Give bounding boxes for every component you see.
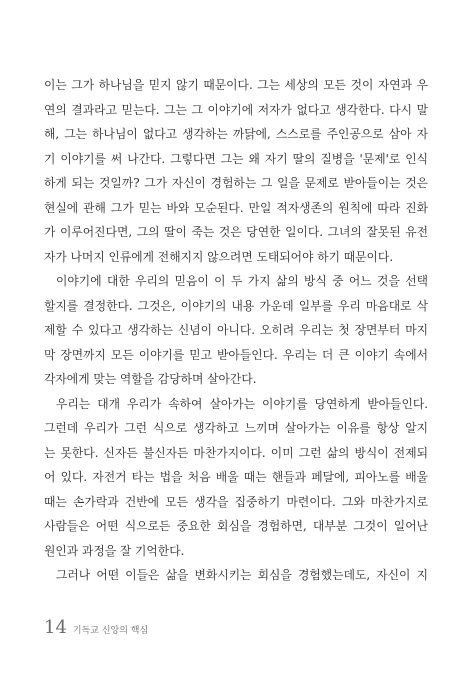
text-line: 그러나 어떤 이들은 삶을 변화시키는 회심을 경험했는데도, 자신이 지 — [56, 568, 428, 582]
text-line: 할지를 결정한다. 그것은, 이야기의 내용 가운데 일부를 우리 마음대로 삭 — [44, 298, 428, 313]
text-line: 는 못한다. 신자든 불신자든 마찬가지이다. 이미 그런 삶의 방식이 전제되 — [44, 445, 428, 460]
body-text — [44, 73, 428, 588]
text-line: 해, 그는 하나님이 없다고 생각하는 까닭에, 스스로를 주인공으로 삼아 자 — [44, 127, 428, 141]
text-line: 제할 수 있다고 생각하는 신념이 아니다. 오히려 우리는 첫 장면부터 마지 — [44, 323, 428, 337]
text-line: 이야기에 대한 우리의 믿음이 이 두 가지 삶의 방식 중 어느 것을 선택 — [56, 274, 428, 288]
text-line: 원인과 과정을 잘 기억한다. — [44, 543, 185, 558]
text-line: 그런데 우리가 그런 식으로 생각하고 느끼며 살아가는 이유를 항상 알지 — [44, 421, 428, 435]
text-line: 하게 되는 것일까? 그가 자신이 경험하는 그 일을 문제로 받아들이는 것은 — [44, 176, 428, 190]
text-line: 어 있다. 자전거 타는 법을 처음 배울 때는 핸들과 페달에, 피아노를 배울 — [44, 470, 428, 484]
text-line: 자가 나머지 인류에게 전해지지 않으려면 도태되어야 하기 때문이다. — [44, 249, 394, 264]
text-line: 이는 그가 하나님을 믿지 않기 때문이다. 그는 세상의 모든 것이 자연과 우 — [44, 78, 428, 92]
running-title: 기독교 신앙의 핵심 — [72, 626, 149, 636]
text-line: 연의 결과라고 믿는다. 그는 그 이야기에 저자가 없다고 생각한다. 다시 말 — [44, 102, 428, 117]
text-line: 때는 손가락과 건반에 모든 생각을 집중하기 마련이다. 그와 마찬가지로 — [44, 494, 428, 509]
page-footer — [44, 617, 148, 638]
text-line: 막 장면까지 모든 이야기를 믿고 받아들인다. 우리는 더 큰 이야기 속에서 — [44, 347, 428, 362]
text-line: 현실에 관해 그가 믿는 바와 모순된다. 만일 적자생존의 원칙에 따라 진화 — [44, 200, 428, 215]
text-line: 사람들은 어떤 식으로든 중요한 회심을 경험하면, 대부분 그것이 일어난 — [44, 519, 428, 533]
text-line: 가 이루어진다면, 그의 딸이 죽는 것은 당연한 일이다. 그녀의 잘못된 유전 — [44, 225, 428, 239]
page-number: 14 — [44, 617, 67, 638]
text-line: 우리는 대개 우리가 속하여 살아가는 이야기를 당연하게 받아들인다. — [56, 396, 428, 411]
text-line: 각자에게 맞는 역할을 감당하며 살아간다. — [44, 372, 257, 386]
text-line: 기 이야기를 써 나간다. 그렇다면 그는 왜 자기 딸의 질병을 '문제'로 인식 — [44, 151, 428, 166]
